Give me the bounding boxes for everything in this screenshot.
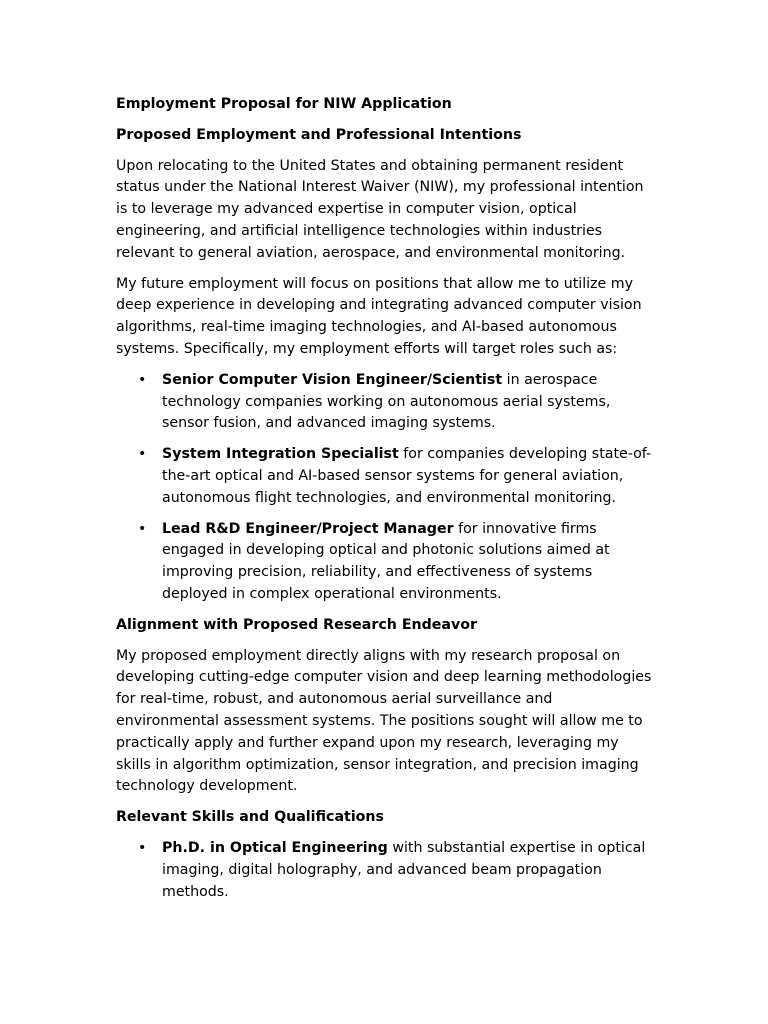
section-heading-research-alignment: Alignment with Proposed Research Endeavor bbox=[116, 616, 477, 633]
paragraph-research-alignment: My proposed employment directly aligns with my research proposal on developing cutting-edge computer vision and deep learning methodologies for real-time, robust, and autonomous aerial surveillance and environmental assessment systems. The positions sought will allow me to practically apply and further expand upon my research, leveraging my skills in algorithm optimization, sensor integration, and precision imaging technology development. bbox=[116, 647, 652, 795]
qualification-title: Ph.D. in Optical Engineering bbox=[162, 839, 388, 856]
bullet-icon: • bbox=[138, 520, 147, 537]
role-title: Lead R&D Engineer/Project Manager bbox=[162, 520, 454, 537]
bullet-icon: • bbox=[138, 839, 147, 856]
role-description: for innovative firms engaged in developing optical and photonic solutions aimed at improving precision, reliability, and effectiveness of systems deployed in complex operational environments. bbox=[162, 520, 610, 602]
qualification-description: with substantial expertise in optical imaging, digital holography, and advanced beam propagation methods. bbox=[162, 839, 646, 900]
role-title: Senior Computer Vision Engineer/Scientist bbox=[162, 371, 503, 388]
section-heading-employment-intentions: Proposed Employment and Professional Intentions bbox=[116, 126, 522, 143]
bullet-icon: • bbox=[138, 446, 147, 463]
role-description: for companies developing state-of-the-art optical and AI-based sensor systems for general aviation, autonomous flight technologies, and environmental monitoring. bbox=[162, 446, 652, 506]
skills-list bbox=[116, 838, 656, 903]
section-heading-skills: Relevant Skills and Qualifications bbox=[116, 809, 384, 826]
list-item bbox=[116, 444, 656, 509]
list-item bbox=[116, 370, 656, 435]
paragraph-future-employment: My future employment will focus on positions that allow me to utilize my deep experience in developing and integrating advanced computer vision algorithms, real-time imaging technologies, and AI-based autonomous systems. Specifically, my employment efforts will target roles such as: bbox=[116, 275, 642, 357]
target-roles-list bbox=[116, 370, 656, 606]
role-description: in aerospace technology companies working on autonomous aerial systems, sensor fusion, and advanced imaging systems. bbox=[162, 371, 611, 432]
document-body bbox=[116, 94, 656, 903]
paragraph-relocation-intent: Upon relocating to the United States and obtaining permanent resident status under the National Interest Waiver (NIW), my professional intention is to leverage my advanced expertise in computer vision, optical engineering, and artificial intelligence technologies within industries relevant to general aviation, aerospace, and environmental monitoring. bbox=[116, 157, 644, 261]
role-title: System Integration Specialist bbox=[162, 446, 399, 463]
list-item bbox=[116, 838, 656, 903]
list-item bbox=[116, 519, 656, 606]
bullet-icon: • bbox=[138, 371, 147, 388]
document-title: Employment Proposal for NIW Application bbox=[116, 96, 452, 112]
